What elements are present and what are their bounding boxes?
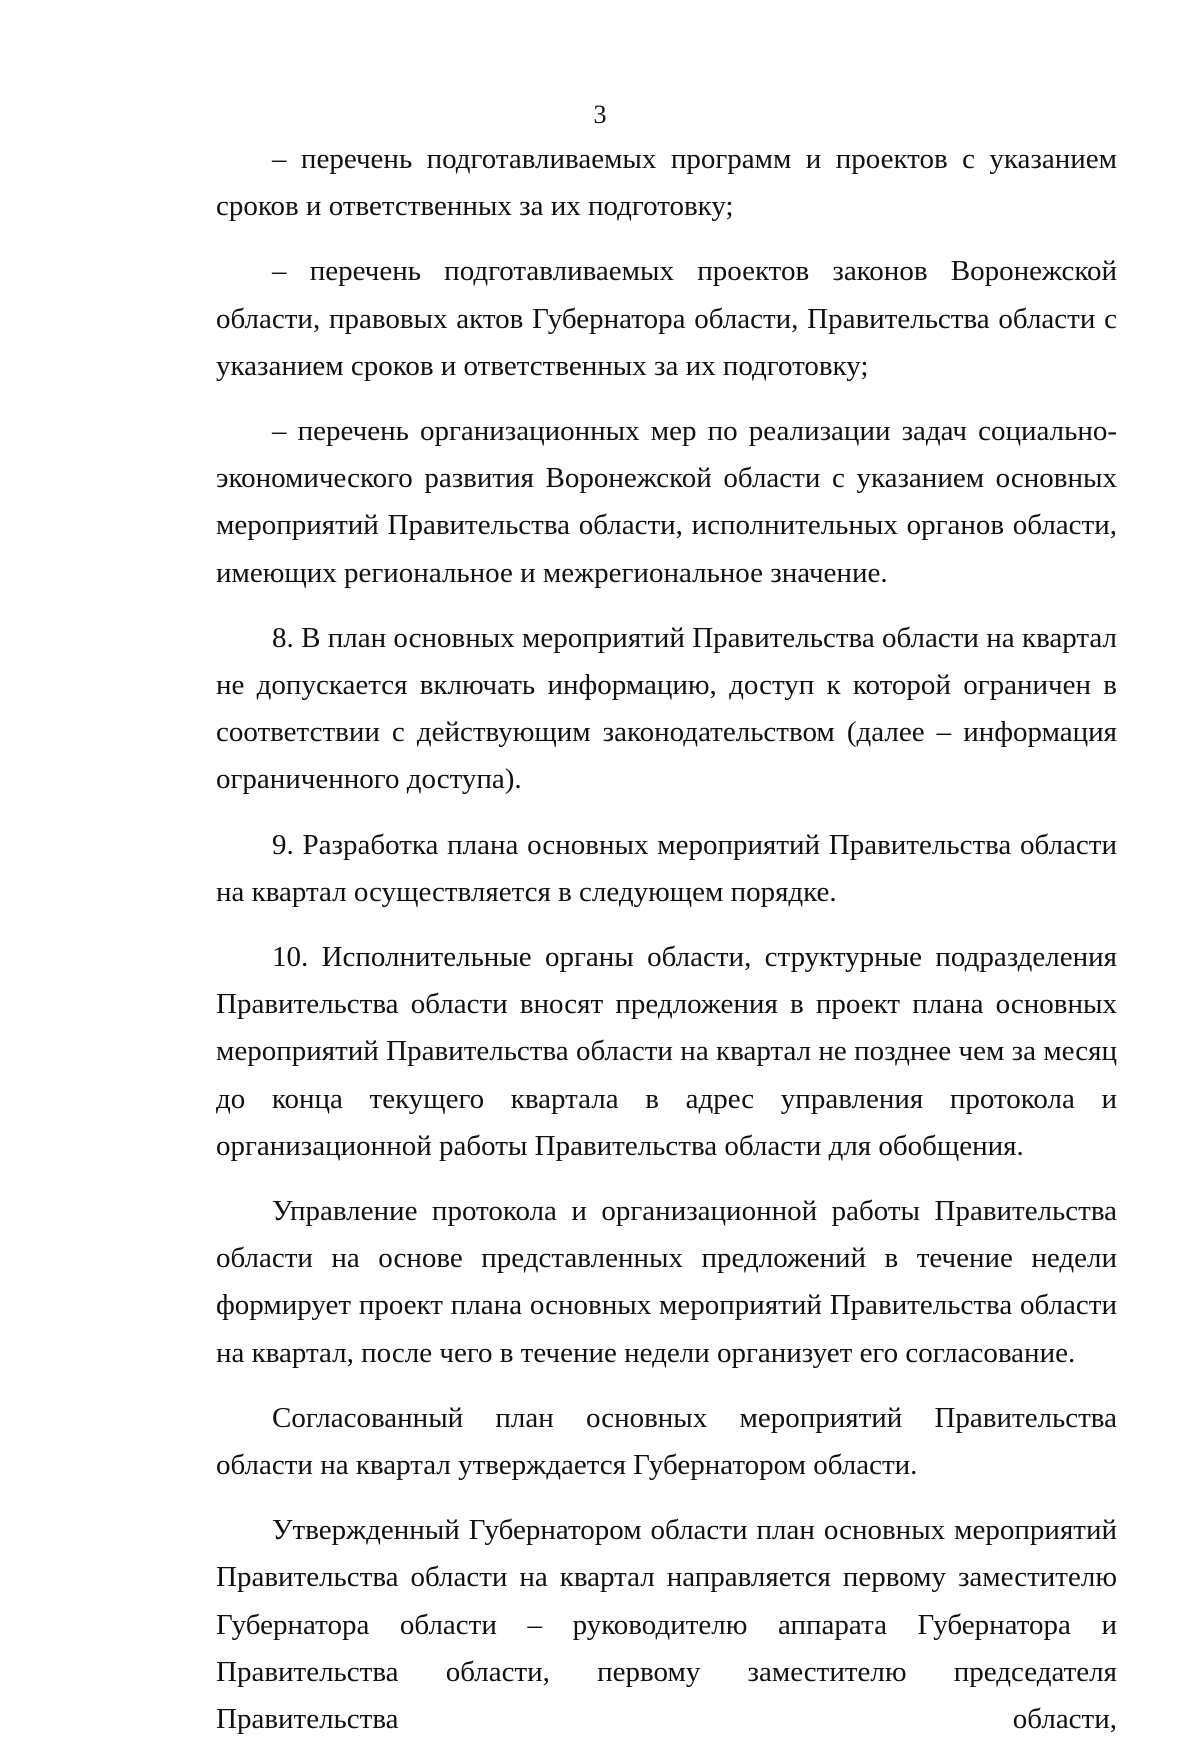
page-number: 3 xyxy=(593,100,607,129)
document-body xyxy=(216,136,1117,1761)
paragraph-list-item-laws: – перечень подготавливаемых проектов законов Воронежской области, правовых актов Губернатора области, Правительства области с указанием сроков и ответственных за их подготовку; xyxy=(216,255,1117,382)
paragraph-list-item-measures: – перечень организационных мер по реализации задач социально-экономического развития Воронежской области с указанием основных мероприятий Правительства области, исполнительных органов области, имеющих региональное и межрегиональное значение. xyxy=(216,415,1117,589)
paragraph-distribution: Утвержденный Губернатором области план основных мероприятий Правительства области на квартал направляется первому заместителю Губернатора области – руководителю аппарата Губернатора и Правительства области, первому заместителю председателя Правительства области, xyxy=(216,1514,1117,1736)
paragraph-approval: Согласованный план основных мероприятий Правительства области на квартал утверждается Губернатором области. xyxy=(216,1401,1117,1482)
paragraph-clause-9: 9. Разработка плана основных мероприятий Правительства области на квартал осуществляется в следующем порядке. xyxy=(216,828,1117,908)
paragraph-clause-8: 8. В план основных мероприятий Правительства области на квартал не допускается включать информацию, доступ к которой ограничен в соответствии с действующим законодательством (далее – информация ограниченного доступа). xyxy=(216,621,1117,796)
paragraph-clause-10: 10. Исполнительные органы области, структурные подразделения Правительства области вносят предложения в проект плана основных мероприятий Правительства области на квартал не позднее чем за месяц до конца текущего квартала в адрес управления протокола и организационной работы Правительства области для обобщения. xyxy=(216,941,1117,1162)
paragraph-list-item-programs: – перечень подготавливаемых программ и проектов с указанием сроков и ответственных за их подготовку; xyxy=(216,143,1117,223)
paragraph-department-procedure: Управление протокола и организационной работы Правительства области на основе представленных предложений в течение недели формирует проект плана основных мероприятий Правительства области на квартал, после чего в течение недели организует его согласование. xyxy=(216,1195,1117,1369)
